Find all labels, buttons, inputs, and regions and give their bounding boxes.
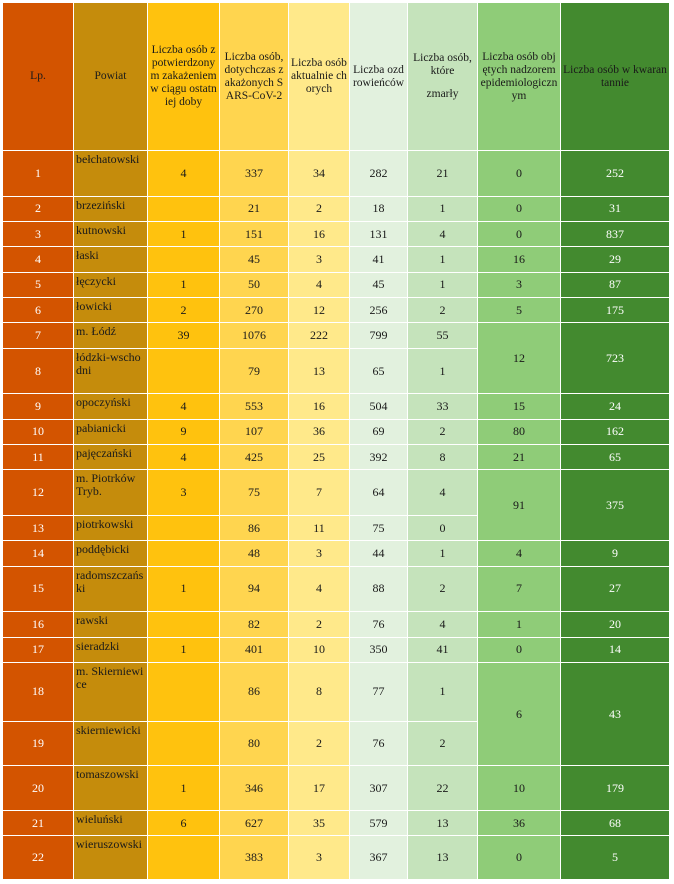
cell-lp: 1 xyxy=(3,151,74,197)
cell-zmarly: 1 xyxy=(408,196,478,221)
cell-kwarantanna: 68 xyxy=(561,810,670,835)
cell-dotychczas: 1076 xyxy=(220,323,289,348)
table-row xyxy=(3,221,670,246)
cell-chorych: 25 xyxy=(289,445,350,470)
cell-nadzor: 16 xyxy=(478,247,561,272)
cell-doby: 39 xyxy=(148,323,220,348)
cell-nadzor: 80 xyxy=(478,419,561,444)
cell-nadzor: 0 xyxy=(478,196,561,221)
cell-lp: 20 xyxy=(3,766,74,811)
cell-zmarly: 55 xyxy=(408,323,478,348)
cell-doby xyxy=(148,836,220,880)
cell-doby xyxy=(148,541,220,566)
cell-kwarantanna: 175 xyxy=(561,298,670,323)
cell-kwarantanna: 162 xyxy=(561,419,670,444)
cell-ozdrowiencow: 77 xyxy=(350,662,408,721)
cell-chorych: 13 xyxy=(289,348,350,394)
cell-lp: 21 xyxy=(3,810,74,835)
header-chorych: Liczba osób aktualnie chorych xyxy=(289,3,350,151)
cell-nadzor: 4 xyxy=(478,541,561,566)
cell-ozdrowiencow: 65 xyxy=(350,348,408,394)
header-doby: Liczba osób z potwierdzonym zakażeniem w ciągu ostatniej doby xyxy=(148,3,220,151)
cell-chorych: 36 xyxy=(289,419,350,444)
cell-zmarly: 4 xyxy=(408,612,478,637)
cell-zmarly: 0 xyxy=(408,515,478,540)
header-lp: Lp. xyxy=(3,3,74,151)
cell-kwarantanna: 252 xyxy=(561,151,670,197)
cell-kwarantanna: 29 xyxy=(561,247,670,272)
cell-nadzor: 0 xyxy=(478,637,561,662)
cell-powiat: wieruszowski xyxy=(74,836,148,880)
table-row xyxy=(3,272,670,297)
cell-lp: 9 xyxy=(3,394,74,419)
cell-chorych: 3 xyxy=(289,541,350,566)
covid-powiat-table xyxy=(2,2,670,880)
cell-doby: 1 xyxy=(148,272,220,297)
cell-powiat: łódzki-wschodni xyxy=(74,348,148,394)
cell-dotychczas: 553 xyxy=(220,394,289,419)
cell-kwarantanna: 20 xyxy=(561,612,670,637)
cell-zmarly: 2 xyxy=(408,566,478,612)
cell-chorych: 2 xyxy=(289,721,350,766)
cell-ozdrowiencow: 75 xyxy=(350,515,408,540)
cell-ozdrowiencow: 64 xyxy=(350,470,408,516)
cell-dotychczas: 346 xyxy=(220,766,289,811)
cell-chorych: 10 xyxy=(289,637,350,662)
header-kwarantanna: Liczba osób w kwarantannie xyxy=(561,3,670,151)
cell-ozdrowiencow: 18 xyxy=(350,196,408,221)
cell-powiat: pajęczański xyxy=(74,445,148,470)
cell-lp: 8 xyxy=(3,348,74,394)
cell-lp: 6 xyxy=(3,298,74,323)
cell-doby: 6 xyxy=(148,810,220,835)
cell-lp: 17 xyxy=(3,637,74,662)
cell-kwarantanna: 43 xyxy=(561,662,670,765)
cell-lp: 12 xyxy=(3,470,74,516)
cell-doby: 1 xyxy=(148,766,220,811)
cell-zmarly: 13 xyxy=(408,810,478,835)
cell-powiat: sieradzki xyxy=(74,637,148,662)
header-dotychczas: Liczba osób, dotychczas zakażonych SARS-CoV-2 xyxy=(220,3,289,151)
table-row xyxy=(3,323,670,348)
cell-ozdrowiencow: 131 xyxy=(350,221,408,246)
cell-nadzor: 15 xyxy=(478,394,561,419)
cell-powiat: radomszczański xyxy=(74,566,148,612)
table-row xyxy=(3,566,670,612)
cell-powiat: skierniewicki xyxy=(74,721,148,766)
cell-powiat: m. Łódź xyxy=(74,323,148,348)
cell-ozdrowiencow: 307 xyxy=(350,766,408,811)
cell-kwarantanna: 723 xyxy=(561,323,670,394)
cell-nadzor: 0 xyxy=(478,151,561,197)
cell-zmarly: 21 xyxy=(408,151,478,197)
cell-zmarly: 4 xyxy=(408,470,478,516)
header-nadzor: Liczba osób objętych nadzorem epidemiologicznym xyxy=(478,3,561,151)
cell-powiat: piotrkowski xyxy=(74,515,148,540)
cell-powiat: wieluński xyxy=(74,810,148,835)
cell-ozdrowiencow: 799 xyxy=(350,323,408,348)
cell-dotychczas: 21 xyxy=(220,196,289,221)
cell-nadzor: 12 xyxy=(478,323,561,394)
cell-nadzor: 36 xyxy=(478,810,561,835)
cell-zmarly: 1 xyxy=(408,662,478,721)
cell-dotychczas: 107 xyxy=(220,419,289,444)
table-row xyxy=(3,662,670,721)
cell-doby: 4 xyxy=(148,394,220,419)
cell-chorych: 17 xyxy=(289,766,350,811)
cell-lp: 7 xyxy=(3,323,74,348)
cell-powiat: pabianicki xyxy=(74,419,148,444)
cell-lp: 22 xyxy=(3,836,74,880)
cell-dotychczas: 627 xyxy=(220,810,289,835)
cell-zmarly: 33 xyxy=(408,394,478,419)
cell-kwarantanna: 5 xyxy=(561,836,670,880)
cell-dotychczas: 337 xyxy=(220,151,289,197)
cell-lp: 14 xyxy=(3,541,74,566)
cell-powiat: poddębicki xyxy=(74,541,148,566)
cell-doby xyxy=(148,721,220,766)
cell-lp: 18 xyxy=(3,662,74,721)
cell-dotychczas: 425 xyxy=(220,445,289,470)
table-row xyxy=(3,394,670,419)
header-zmarly xyxy=(408,3,478,151)
cell-powiat: m. Piotrków Tryb. xyxy=(74,470,148,516)
cell-ozdrowiencow: 392 xyxy=(350,445,408,470)
cell-kwarantanna: 65 xyxy=(561,445,670,470)
cell-chorych: 2 xyxy=(289,196,350,221)
cell-nadzor: 0 xyxy=(478,221,561,246)
cell-dotychczas: 82 xyxy=(220,612,289,637)
cell-lp: 2 xyxy=(3,196,74,221)
cell-chorych: 3 xyxy=(289,836,350,880)
header-ozdrowiencow: Liczba ozdrowieńców xyxy=(350,3,408,151)
cell-dotychczas: 48 xyxy=(220,541,289,566)
cell-lp: 3 xyxy=(3,221,74,246)
cell-nadzor: 6 xyxy=(478,662,561,765)
header-powiat: Powiat xyxy=(74,3,148,151)
cell-zmarly: 13 xyxy=(408,836,478,880)
cell-powiat: tomaszowski xyxy=(74,766,148,811)
cell-zmarly: 1 xyxy=(408,348,478,394)
table-row xyxy=(3,836,670,880)
cell-doby xyxy=(148,662,220,721)
cell-lp: 5 xyxy=(3,272,74,297)
cell-chorych: 4 xyxy=(289,566,350,612)
cell-dotychczas: 270 xyxy=(220,298,289,323)
cell-zmarly: 2 xyxy=(408,419,478,444)
cell-ozdrowiencow: 69 xyxy=(350,419,408,444)
cell-ozdrowiencow: 504 xyxy=(350,394,408,419)
cell-chorych: 7 xyxy=(289,470,350,516)
cell-chorych: 35 xyxy=(289,810,350,835)
cell-chorych: 4 xyxy=(289,272,350,297)
cell-chorych: 16 xyxy=(289,394,350,419)
cell-chorych: 12 xyxy=(289,298,350,323)
cell-dotychczas: 75 xyxy=(220,470,289,516)
cell-lp: 4 xyxy=(3,247,74,272)
cell-zmarly: 41 xyxy=(408,637,478,662)
cell-kwarantanna: 14 xyxy=(561,637,670,662)
cell-zmarly: 2 xyxy=(408,298,478,323)
cell-chorych: 16 xyxy=(289,221,350,246)
cell-dotychczas: 401 xyxy=(220,637,289,662)
cell-ozdrowiencow: 76 xyxy=(350,612,408,637)
cell-ozdrowiencow: 45 xyxy=(350,272,408,297)
cell-doby: 4 xyxy=(148,445,220,470)
header-row xyxy=(3,3,670,151)
cell-chorych: 8 xyxy=(289,662,350,721)
header-zmarly-bottom: zmarły xyxy=(426,88,459,100)
cell-chorych: 34 xyxy=(289,151,350,197)
cell-lp: 11 xyxy=(3,445,74,470)
cell-nadzor: 3 xyxy=(478,272,561,297)
table-row xyxy=(3,766,670,811)
cell-nadzor: 10 xyxy=(478,766,561,811)
cell-nadzor: 5 xyxy=(478,298,561,323)
cell-doby: 1 xyxy=(148,637,220,662)
cell-ozdrowiencow: 41 xyxy=(350,247,408,272)
cell-ozdrowiencow: 579 xyxy=(350,810,408,835)
cell-ozdrowiencow: 88 xyxy=(350,566,408,612)
cell-zmarly: 4 xyxy=(408,221,478,246)
cell-powiat: m. Skierniewice xyxy=(74,662,148,721)
cell-dotychczas: 45 xyxy=(220,247,289,272)
table-row xyxy=(3,541,670,566)
cell-doby xyxy=(148,247,220,272)
cell-lp: 13 xyxy=(3,515,74,540)
cell-zmarly: 22 xyxy=(408,766,478,811)
cell-powiat: bełchatowski xyxy=(74,151,148,197)
cell-nadzor: 7 xyxy=(478,566,561,612)
cell-dotychczas: 86 xyxy=(220,515,289,540)
cell-ozdrowiencow: 256 xyxy=(350,298,408,323)
table-row xyxy=(3,445,670,470)
cell-powiat: brzeziński xyxy=(74,196,148,221)
cell-powiat: łaski xyxy=(74,247,148,272)
cell-ozdrowiencow: 350 xyxy=(350,637,408,662)
cell-dotychczas: 151 xyxy=(220,221,289,246)
cell-nadzor: 21 xyxy=(478,445,561,470)
cell-doby: 1 xyxy=(148,221,220,246)
cell-zmarly: 2 xyxy=(408,721,478,766)
cell-nadzor: 0 xyxy=(478,836,561,880)
cell-nadzor: 1 xyxy=(478,612,561,637)
cell-kwarantanna: 375 xyxy=(561,470,670,541)
cell-ozdrowiencow: 76 xyxy=(350,721,408,766)
cell-lp: 10 xyxy=(3,419,74,444)
cell-doby xyxy=(148,196,220,221)
cell-kwarantanna: 87 xyxy=(561,272,670,297)
cell-doby: 3 xyxy=(148,470,220,516)
cell-doby: 4 xyxy=(148,151,220,197)
table-row xyxy=(3,470,670,516)
cell-kwarantanna: 9 xyxy=(561,541,670,566)
cell-chorych: 2 xyxy=(289,612,350,637)
cell-doby xyxy=(148,612,220,637)
cell-chorych: 222 xyxy=(289,323,350,348)
cell-nadzor: 91 xyxy=(478,470,561,541)
cell-kwarantanna: 31 xyxy=(561,196,670,221)
cell-dotychczas: 383 xyxy=(220,836,289,880)
cell-powiat: kutnowski xyxy=(74,221,148,246)
cell-powiat: opoczyński xyxy=(74,394,148,419)
cell-powiat: łęczycki xyxy=(74,272,148,297)
cell-ozdrowiencow: 367 xyxy=(350,836,408,880)
cell-doby xyxy=(148,515,220,540)
cell-lp: 19 xyxy=(3,721,74,766)
cell-kwarantanna: 179 xyxy=(561,766,670,811)
cell-dotychczas: 94 xyxy=(220,566,289,612)
table-row xyxy=(3,810,670,835)
table-row xyxy=(3,419,670,444)
cell-powiat: rawski xyxy=(74,612,148,637)
cell-kwarantanna: 837 xyxy=(561,221,670,246)
cell-ozdrowiencow: 282 xyxy=(350,151,408,197)
cell-powiat: łowicki xyxy=(74,298,148,323)
cell-dotychczas: 50 xyxy=(220,272,289,297)
cell-dotychczas: 79 xyxy=(220,348,289,394)
cell-dotychczas: 80 xyxy=(220,721,289,766)
cell-doby xyxy=(148,348,220,394)
cell-lp: 16 xyxy=(3,612,74,637)
cell-zmarly: 8 xyxy=(408,445,478,470)
cell-zmarly: 1 xyxy=(408,247,478,272)
table-row xyxy=(3,298,670,323)
cell-doby: 9 xyxy=(148,419,220,444)
cell-chorych: 11 xyxy=(289,515,350,540)
table-row xyxy=(3,247,670,272)
cell-lp: 15 xyxy=(3,566,74,612)
cell-chorych: 3 xyxy=(289,247,350,272)
cell-ozdrowiencow: 44 xyxy=(350,541,408,566)
table-row xyxy=(3,612,670,637)
table-row xyxy=(3,196,670,221)
table-row xyxy=(3,637,670,662)
cell-zmarly: 1 xyxy=(408,541,478,566)
cell-kwarantanna: 27 xyxy=(561,566,670,612)
cell-dotychczas: 86 xyxy=(220,662,289,721)
table-row xyxy=(3,151,670,197)
cell-doby: 1 xyxy=(148,566,220,612)
header-zmarly-top: Liczba osób, które xyxy=(413,52,472,77)
cell-zmarly: 1 xyxy=(408,272,478,297)
cell-kwarantanna: 24 xyxy=(561,394,670,419)
cell-doby: 2 xyxy=(148,298,220,323)
